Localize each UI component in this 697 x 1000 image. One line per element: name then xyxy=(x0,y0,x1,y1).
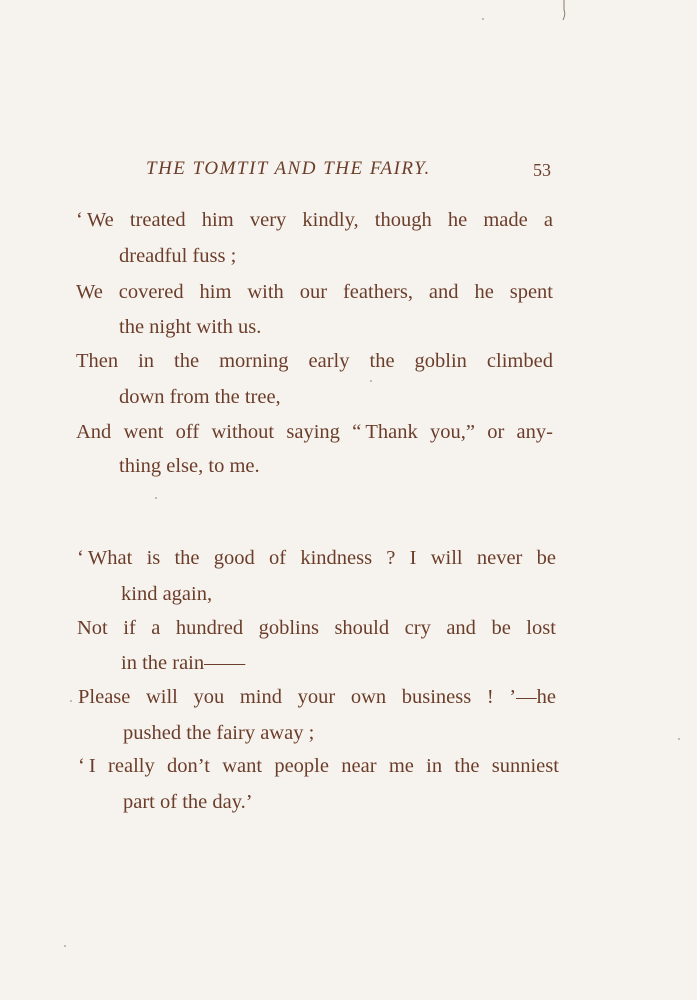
verse-line xyxy=(76,280,553,304)
verse-word: business xyxy=(401,686,472,708)
paper-speck xyxy=(64,945,66,947)
verse-word: goblin xyxy=(414,350,467,372)
verse-word: feathers, xyxy=(342,281,413,303)
verse-word: in xyxy=(426,755,443,777)
verse-word: We xyxy=(76,281,103,303)
verse-word: kindness xyxy=(300,547,373,569)
verse-word: Not xyxy=(77,617,108,639)
ink-mark xyxy=(560,0,568,22)
verse-word: own xyxy=(350,686,387,708)
verse-line xyxy=(76,208,553,232)
verse-word: really xyxy=(108,755,155,777)
verse-line: part of the day.’ xyxy=(123,791,253,813)
verse-word: good xyxy=(213,547,255,569)
verse-word: climbed xyxy=(486,350,553,372)
verse-word: ’—he xyxy=(509,686,556,708)
verse-word: made xyxy=(483,209,528,231)
verse-word: spent xyxy=(509,281,553,303)
verse-word: Then xyxy=(76,350,119,372)
verse-line xyxy=(77,546,556,570)
verse-word: want xyxy=(222,755,263,777)
verse-word: very xyxy=(249,209,287,231)
verse-line: the night with us. xyxy=(119,316,262,338)
verse-line xyxy=(78,685,556,709)
verse-word: a xyxy=(543,209,553,231)
verse-word: ‘ I xyxy=(78,755,96,777)
verse-word: lost xyxy=(526,617,556,639)
verse-word: the xyxy=(454,755,480,777)
verse-line: dreadful fuss ; xyxy=(119,245,237,267)
paper-speck xyxy=(370,380,372,382)
verse-word: be xyxy=(536,547,556,569)
paper-speck xyxy=(482,18,484,20)
verse-line: in the rain—— xyxy=(121,652,246,674)
verse-word: is xyxy=(146,547,161,569)
verse-word: early xyxy=(308,350,350,372)
verse-word: him xyxy=(201,209,234,231)
verse-word: goblins xyxy=(258,617,319,639)
verse-word: in xyxy=(138,350,155,372)
verse-word: a xyxy=(151,617,161,639)
verse-word: ‘ What xyxy=(77,547,133,569)
verse-word: though xyxy=(374,209,432,231)
paper-speck xyxy=(155,497,157,499)
verse-word: will xyxy=(430,547,463,569)
verse-word: covered xyxy=(118,281,184,303)
verse-word: he xyxy=(447,209,468,231)
verse-word: you,” xyxy=(429,421,475,443)
verse-word: ! xyxy=(486,686,494,708)
verse-word: me xyxy=(388,755,414,777)
verse-word: don’t xyxy=(167,755,210,777)
verse-word: ? xyxy=(386,547,396,569)
verse-word: he xyxy=(474,281,494,303)
verse-word: be xyxy=(491,617,511,639)
verse-word: I xyxy=(409,547,417,569)
verse-word: “ Thank xyxy=(352,421,418,443)
verse-word: the xyxy=(174,350,200,372)
verse-word: should xyxy=(334,617,390,639)
verse-word: sunniest xyxy=(491,755,559,777)
verse-line xyxy=(76,349,553,373)
verse-word: saying xyxy=(286,421,340,443)
verse-word: or xyxy=(487,421,505,443)
verse-word: cry xyxy=(404,617,431,639)
verse-word: the xyxy=(174,547,200,569)
verse-line: down from the tree, xyxy=(119,386,281,408)
verse-word: your xyxy=(297,686,336,708)
verse-word: of xyxy=(269,547,287,569)
verse-line: kind again, xyxy=(121,583,213,605)
verse-line xyxy=(78,754,559,778)
verse-word: you xyxy=(193,686,225,708)
verse-word: And xyxy=(76,421,112,443)
page-number: 53 xyxy=(533,160,551,180)
verse-word: and xyxy=(446,617,476,639)
verse-word: the xyxy=(369,350,395,372)
verse-word: ‘ We xyxy=(76,209,114,231)
verse-word: treated xyxy=(129,209,186,231)
verse-word: hundred xyxy=(175,617,244,639)
verse-line: pushed the fairy away ; xyxy=(123,722,315,744)
verse-word: with xyxy=(247,281,284,303)
verse-word: will xyxy=(145,686,178,708)
verse-line: thing else, to me. xyxy=(119,455,260,477)
verse-word: never xyxy=(476,547,523,569)
verse-word: if xyxy=(123,617,136,639)
verse-word: and xyxy=(428,281,459,303)
running-head: THE TOMTIT AND THE FAIRY. xyxy=(146,158,431,179)
verse-word: near xyxy=(341,755,377,777)
verse-word: our xyxy=(299,281,328,303)
paper-speck xyxy=(70,700,72,702)
verse-line xyxy=(77,616,556,640)
verse-word: kindly, xyxy=(302,209,359,231)
verse-word: morning xyxy=(219,350,289,372)
verse-line xyxy=(76,420,553,444)
verse-word: went xyxy=(123,421,164,443)
paper-speck xyxy=(678,738,680,740)
verse-word: people xyxy=(274,755,329,777)
verse-word: mind xyxy=(239,686,283,708)
verse-word: him xyxy=(199,281,232,303)
verse-word: any- xyxy=(516,421,553,443)
verse-word: without xyxy=(211,421,275,443)
verse-word: off xyxy=(175,421,200,443)
verse-word: Please xyxy=(78,686,131,708)
